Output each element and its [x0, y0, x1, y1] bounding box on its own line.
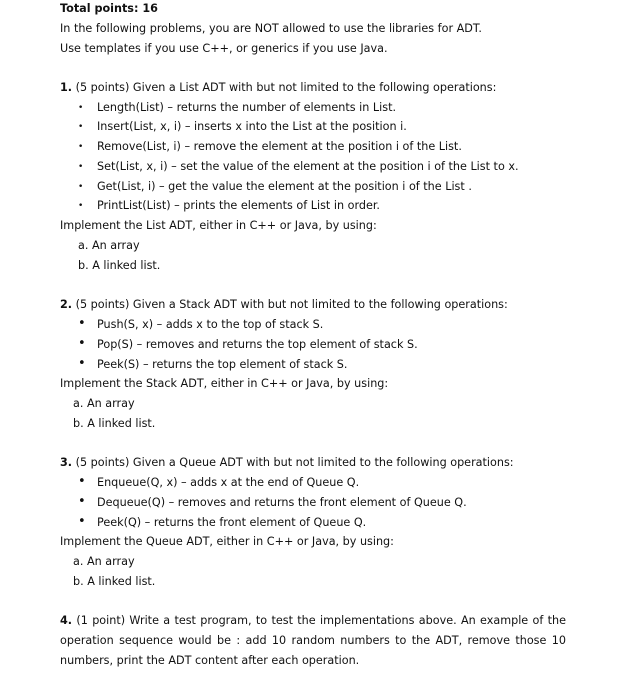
list-op-insert: Insert(List, x, i) – inserts x into the List at the position i.	[97, 120, 407, 133]
problem-2-option-array: a. An array	[73, 397, 135, 410]
problem-4-line-1	[60, 614, 566, 628]
problem-3-number: 3.	[60, 456, 73, 469]
bullet-icon: •	[78, 336, 86, 351]
bullet-icon: •	[78, 201, 84, 211]
bullet-icon: •	[78, 162, 84, 172]
rule-templates-generics: Use templates if you use C++, or generics if you use Java.	[60, 42, 388, 55]
problem-2-number: 2.	[60, 298, 73, 311]
list-op-get: Get(List, i) – get the value the element at the position i of the List .	[97, 180, 472, 193]
bullet-icon: •	[78, 474, 86, 489]
problem-3-option-linked-list: b. A linked list.	[73, 575, 156, 588]
queue-op-peek: Peek(Q) – returns the front element of Queue Q.	[97, 516, 367, 529]
problem-1-option-array: a. An array	[78, 239, 140, 252]
bullet-icon: •	[78, 514, 86, 529]
bullet-icon: •	[78, 316, 86, 331]
list-op-remove: Remove(List, i) – remove the element at the position i of the List.	[97, 140, 462, 153]
problem-2-intro	[60, 298, 508, 312]
bullet-icon: •	[78, 182, 84, 192]
bullet-icon: •	[78, 494, 86, 509]
problem-3-intro	[60, 456, 514, 470]
bullet-icon: •	[78, 103, 84, 113]
problem-3-implement: Implement the Queue ADT, either in C++ or Java, by using:	[60, 535, 394, 548]
list-op-set: Set(List, x, i) – set the value of the element at the position i of the List to x.	[97, 160, 519, 173]
problem-2-option-linked-list: b. A linked list.	[73, 417, 156, 430]
queue-op-enqueue: Enqueue(Q, x) – adds x at the end of Queue Q.	[97, 476, 360, 489]
problem-4-number: 4.	[60, 614, 73, 627]
total-points-heading: Total points: 16	[60, 2, 158, 15]
problem-1-option-linked-list: b. A linked list.	[78, 259, 161, 272]
problem-4-intro-text: (1 point) Write a test program, to test the implementations above. An example of the	[72, 614, 566, 627]
problem-1-implement: Implement the List ADT, either in C++ or Java, by using:	[60, 219, 377, 232]
problem-4-line-2: operation sequence would be : add 10 random numbers to the ADT, remove those 10	[60, 634, 566, 647]
stack-op-pop: Pop(S) – removes and returns the top element of stack S.	[97, 338, 418, 351]
bullet-icon: •	[78, 122, 84, 132]
problem-3-intro-text: (5 points) Given a Queue ADT with but not limited to the following operations:	[72, 456, 514, 469]
problem-3-option-array: a. An array	[73, 555, 135, 568]
list-op-length: Length(List) – returns the number of elements in List.	[97, 101, 397, 114]
list-op-printlist: PrintList(List) – prints the elements of List in order.	[97, 199, 380, 212]
problem-1-number: 1.	[60, 81, 73, 94]
problem-1-intro-text: (5 points) Given a List ADT with but not limited to the following operations:	[72, 81, 497, 94]
stack-op-peek: Peek(S) – returns the top element of stack S.	[97, 358, 348, 371]
bullet-icon: •	[78, 356, 86, 371]
problem-2-implement: Implement the Stack ADT, either in C++ or Java, by using:	[60, 377, 389, 390]
bullet-icon: •	[78, 142, 84, 152]
rule-no-libraries: In the following problems, you are NOT allowed to use the libraries for ADT.	[60, 22, 482, 35]
stack-op-push: Push(S, x) – adds x to the top of stack S.	[97, 318, 324, 331]
problem-4-line-3: numbers, print the ADT content after each operation.	[60, 654, 360, 667]
problem-1-intro	[60, 81, 496, 95]
queue-op-dequeue: Dequeue(Q) – removes and returns the front element of Queue Q.	[97, 496, 467, 509]
problem-2-intro-text: (5 points) Given a Stack ADT with but not limited to the following operations:	[72, 298, 508, 311]
